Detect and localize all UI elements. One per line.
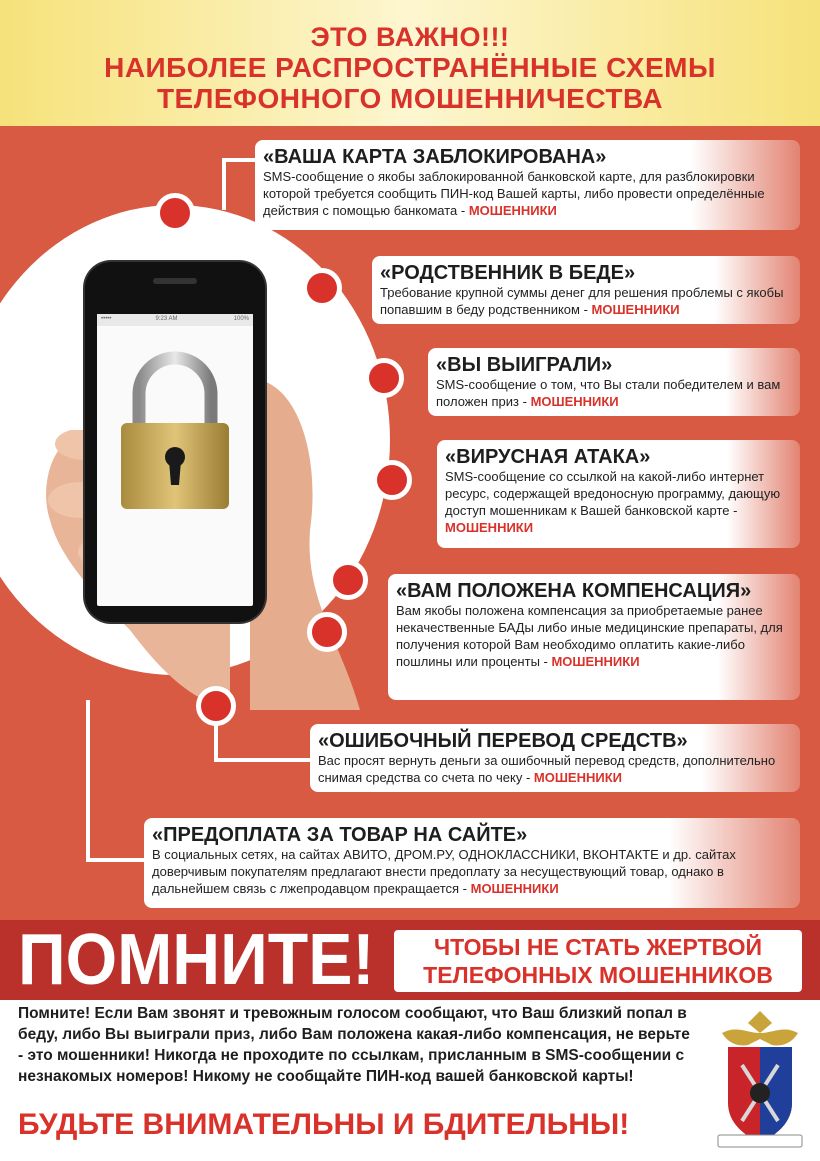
header-line1: ЭТО ВАЖНО!!! bbox=[310, 22, 510, 52]
connector-line bbox=[86, 700, 90, 862]
phone-speaker bbox=[153, 278, 197, 284]
scheme-title: «ВИРУСНАЯ АТАКА» bbox=[445, 446, 651, 468]
smartphone bbox=[85, 262, 265, 622]
scheme-title: «ОШИБОЧНЫЙ ПЕРЕВОД СРЕДСТВ» bbox=[318, 730, 688, 752]
connector-line bbox=[222, 158, 258, 162]
scheme-card-wrong-transfer bbox=[310, 724, 800, 792]
scheme-card-relative bbox=[372, 256, 800, 324]
scheme-title: «ВАМ ПОЛОЖЕНА КОМПЕНСАЦИЯ» bbox=[396, 580, 752, 602]
scheme-card-card-blocked bbox=[255, 140, 800, 230]
remember-subtitle-line2: ТЕЛЕФОННЫХ МОШЕННИКОВ bbox=[423, 962, 773, 988]
scheme-title: «ВЫ ВЫИГРАЛИ» bbox=[436, 354, 613, 376]
warning-paragraph: Помните! Если Вам звонят и тревожным голосом сообщают, что Ваш близкий попал в беду, либо Вы выиграли приз, либо Вам положена какая-либо компенсация, не верьте - это мошенники! Никогда не проходите по ссылкам, присланным в SMS-сообщении с незнакомых номеров! Никому не сообщайте ПИН-код вашей банковской карты! bbox=[18, 1005, 690, 1085]
scheme-dot bbox=[364, 358, 404, 398]
phone-screen bbox=[97, 314, 253, 606]
phone-battery: 100% bbox=[233, 316, 249, 322]
connector-line bbox=[86, 858, 150, 862]
slogan: БУДЬТЕ ВНИМАТЕЛЬНЫ И БДИТЕЛЬНЫ! bbox=[18, 1108, 630, 1141]
scheme-title: «ВАША КАРТА ЗАБЛОКИРОВАНА» bbox=[263, 146, 607, 168]
scheme-dot bbox=[196, 686, 236, 726]
police-emblem bbox=[712, 1003, 808, 1153]
scheme-desc: SMS-сообщение со ссылкой на какой-либо интернет ресурс, содержащей вредоносную программу, дающую доступ мошенникам к Вашей банковской карте - МОШЕННИКИ bbox=[445, 469, 781, 535]
header-line2: НАИБОЛЕЕ РАСПРОСТРАНЁННЫЕ СХЕМЫ bbox=[104, 52, 716, 83]
scheme-dot bbox=[372, 460, 412, 500]
scheme-desc: Вас просят вернуть деньги за ошибочный перевод средств, дополнительно снимая средства со счета по чеку - МОШЕННИКИ bbox=[318, 753, 776, 785]
scheme-dot bbox=[307, 612, 347, 652]
scheme-card-you-won bbox=[428, 348, 800, 416]
remember-subtitle-line1: ЧТОБЫ НЕ СТАТЬ ЖЕРТВОЙ bbox=[433, 934, 763, 960]
header-line3: ТЕЛЕФОННОГО МОШЕННИЧЕСТВА bbox=[156, 83, 664, 114]
remember-heading: ПОМНИТЕ! bbox=[18, 920, 375, 1000]
connector-line bbox=[222, 158, 226, 210]
scheme-card-prepayment bbox=[144, 818, 800, 908]
thumb-image bbox=[250, 380, 360, 710]
scheme-title: «РОДСТВЕННИК В БЕДЕ» bbox=[380, 262, 636, 284]
scheme-desc: В социальных сетях, на сайтах АВИТО, ДРОМ.РУ, ОДНОКЛАССНИКИ, ВКОНТАКТЕ и др. сайтах доверчивым покупателям предлагают внести предоплату за несуществующий товар, однако в дальнейшем связь с лжепродавцом прекращается - МОШЕННИКИ bbox=[152, 847, 736, 896]
remember-subtitle-box bbox=[394, 930, 802, 992]
scheme-title: «ПРЕДОПЛАТА ЗА ТОВАР НА САЙТЕ» bbox=[152, 824, 528, 846]
scheme-dot bbox=[328, 560, 368, 600]
scheme-desc: Требование крупной суммы денег для решения проблемы с якобы попавшим в беду родственником - МОШЕННИКИ bbox=[380, 285, 784, 317]
scheme-desc: SMS-сообщение о якобы заблокированной банковской карте, для разблокировки которой требуется сообщить ПИН-код Вашей карты, либо провести определённые действия с помощью банкомата - МОШЕННИКИ bbox=[263, 169, 765, 218]
padlock-icon bbox=[109, 349, 241, 519]
scheme-dot bbox=[302, 268, 342, 308]
phone-status-bar: ••••• 9:23 AM 100% bbox=[97, 314, 253, 326]
scheme-desc: Вам якобы положена компенсация за приобретаемые ранее некачественные БАДы либо иные медицинские препараты, для получения которой Вам необходимо оплатить какие-либо пошлины или проценты - МОШЕННИКИ bbox=[396, 603, 783, 669]
scheme-card-compensation bbox=[388, 574, 800, 700]
scheme-desc: SMS-сообщение о том, что Вы стали победителем и вам положен приз - МОШЕННИКИ bbox=[436, 377, 781, 409]
scheme-dot bbox=[155, 193, 195, 233]
phone-time: 9:23 AM bbox=[155, 316, 178, 322]
scheme-card-virus bbox=[437, 440, 800, 548]
connector-line bbox=[214, 758, 310, 762]
header-banner bbox=[0, 0, 820, 126]
